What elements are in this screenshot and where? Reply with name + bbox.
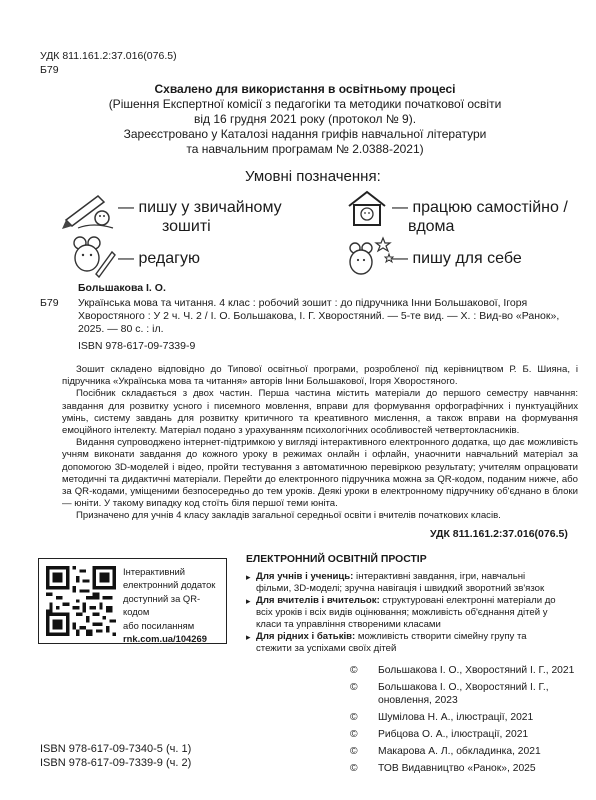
- isbn-bottom: [40, 742, 191, 770]
- estate-teachers: [246, 595, 560, 631]
- description-paragraph: Зошит складено відповідно до Типової освітньої програми, розробленої під керівництвом Р. Б. Шияна, і підручника «Українська мова та читання» авторів Інни Большакової, Ігоря Хворостяного.: [62, 364, 578, 388]
- copyright-symbol: ©: [350, 763, 358, 774]
- legend-write-self: — пишу для себе: [392, 250, 522, 267]
- copyright-row: [350, 664, 580, 677]
- estate-teachers-text: структуровані електронні матеріали до всіх уроків і всіх видів оцінювання; можливість об'єднання дітей у класи та управління створеними класами: [256, 595, 556, 630]
- catalog-author: Большакова І. О.: [78, 282, 166, 294]
- estate-students: [246, 571, 560, 595]
- house-icon: [345, 188, 389, 228]
- legend-title: Умовні позначення:: [245, 168, 381, 185]
- qr-code-icon[interactable]: [46, 566, 116, 636]
- approval-line: (Рішення Експертної комісії з педагогіки та методики початкової освіти: [108, 97, 502, 111]
- catalog-line: Українська мова та читання. 4 клас : робочий зошит : до підручника Інни Большакової, Ігоря: [78, 297, 528, 309]
- mouse-editing-icon: [66, 234, 116, 278]
- legend-write-normal-line2: зошиті: [162, 218, 211, 235]
- legend-work-alone-line2: вдома: [408, 218, 455, 235]
- pencil-writing-icon: [58, 188, 118, 230]
- copyright-symbol: ©: [350, 729, 358, 740]
- estate-parents-head: Для рідних і батьків:: [256, 631, 356, 642]
- udk-code: УДК 811.161.2:37.016(076.5): [40, 50, 177, 62]
- catalog-code: Б79: [40, 64, 59, 76]
- catalog-line: Хворостяного : У 2 ч. Ч. 2 / І. О. Большакова, І. Г. Хворостяний. — 5-те вид. — Х. : Вид-во «Ранок»,: [78, 310, 560, 322]
- qr-line: або посиланням: [123, 619, 195, 631]
- qr-line: електронний додаток: [123, 579, 216, 591]
- approval-line: від 16 грудня 2021 року (протокол № 9).: [193, 112, 417, 126]
- copyright-renewal: оновлення, 2023: [378, 695, 458, 706]
- copyright-row: [350, 745, 580, 758]
- estate-parents: [246, 631, 560, 655]
- estate-section: [246, 554, 560, 655]
- approval-line: Зареєстровано у Каталозі надання грифів навчальної літератури: [123, 127, 487, 141]
- catalog-index: Б79: [40, 297, 59, 309]
- copyright-row: [350, 711, 580, 724]
- qr-link[interactable]: rnk.com.ua/104269: [123, 633, 207, 645]
- copyright-symbol: ©: [350, 682, 358, 693]
- mouse-stars-icon: [345, 234, 395, 278]
- copyright-row: [350, 681, 580, 707]
- copyright-symbol: ©: [350, 746, 358, 757]
- qr-line: Інтерактивний: [123, 566, 185, 577]
- copyright-row: [350, 728, 580, 741]
- isbn-part1: ISBN 978-617-09-7340-5 (ч. 1): [40, 743, 192, 755]
- approval-title: Схвалено для використання в освітньому процесі: [154, 82, 456, 96]
- catalog-entry: [78, 297, 578, 353]
- copyright-list: [350, 664, 580, 775]
- description-paragraph: Видання супроводжено інтернет-підтримкою у вигляді інтерактивного електронного додатка, що дає можливість учням виконати завдання до кожного уроку в режимах онлайн і офлайн, унаочнити навчальний матеріал за допомогою 3D-моделей і відео, пройти тестування з автоматичною перевіркою результату; учителям опрацювати методичні та дидактичні матеріали. Перейти до електронного підручника можна за QR-кодом, поданим нижче, або за QR-кодами, уміщеними безпосередньо до тем уроків. Деякі уроки в електронному підручнику об'єднано в блоки — юніти. У такому випадку код стоїть біля першої теми юніта.: [62, 437, 578, 510]
- isbn-part2: ISBN 978-617-09-7339-9 (ч. 2): [40, 757, 192, 769]
- description-paragraph: Призначено для учнів 4 класу закладів загальної середньої освіти і вчителів початкових класів.: [76, 510, 501, 522]
- copyright-row: [350, 762, 580, 775]
- legend-write-normal-line1: — пишу у звичайному: [118, 199, 282, 216]
- copyright-item: ТОВ Видавництво «Ранок», 2025: [378, 763, 536, 774]
- copyright-symbol: ©: [350, 712, 358, 723]
- qr-text: [123, 565, 226, 645]
- copyright-item-text: Большакова І. О., Хворостяний І. Г.,: [378, 682, 549, 693]
- estate-teachers-head: Для вчителів і вчительок:: [256, 595, 380, 606]
- estate-students-head: Для учнів і учениць:: [256, 571, 354, 582]
- udk-bottom: УДК 811.161.2:37.016(076.5): [430, 528, 568, 540]
- description-paragraph: Посібник складається з двох частин. Перша частина містить матеріали до першого семестру навчання: завдання для розвитку усного і писемного мовлення, вправи для формування орфографічних і пунктуаційних умінь, систему завдань для розвитку критичного та креативного мислення, а також вправи на формування емоційного інтелекту. Матеріал подано з урахуванням психологічних особливостей четвертокласників.: [62, 388, 578, 437]
- approval-block: [60, 82, 550, 157]
- legend-write-normal: [118, 198, 282, 236]
- qr-panel: [38, 558, 227, 644]
- qr-line: доступний за QR-кодом: [123, 592, 201, 618]
- copyright-item: [378, 681, 549, 707]
- copyright-symbol: ©: [350, 665, 358, 676]
- copyright-item: Большакова І. О., Хворостяний І. Г., 2021: [378, 665, 575, 676]
- estate-title: ЕЛЕКТРОННИЙ ОСВІТНІЙ ПРОСТІР: [246, 554, 427, 565]
- estate-parents-text: можливість створити сімейну групу та стежити за успіхами своїх дітей: [256, 631, 527, 654]
- legend-work-alone-line1: — працюю самостійно /: [392, 199, 568, 216]
- catalog-line: 2025. — 80 с. : іл.: [78, 323, 164, 335]
- description: [62, 364, 578, 523]
- approval-line: та навчальним програмам № 2.0388-2021): [186, 142, 424, 156]
- copyright-item: Макарова А. Л., обкладинка, 2021: [378, 746, 541, 757]
- catalog-isbn: ISBN 978-617-09-7339-9: [78, 340, 196, 352]
- estate-students-text: інтерактивні завдання, ігри, навчальні фільми, 3D-моделі; зручна навігація і швидкий зворотний зв'язок: [256, 571, 545, 594]
- copyright-item: Шумілова Н. А., ілюстрації, 2021: [378, 712, 534, 723]
- copyright-item: Рибцова О. А., ілюстрації, 2021: [378, 729, 529, 740]
- legend-edit: — редагую: [118, 250, 200, 267]
- legend-work-alone: [392, 198, 568, 236]
